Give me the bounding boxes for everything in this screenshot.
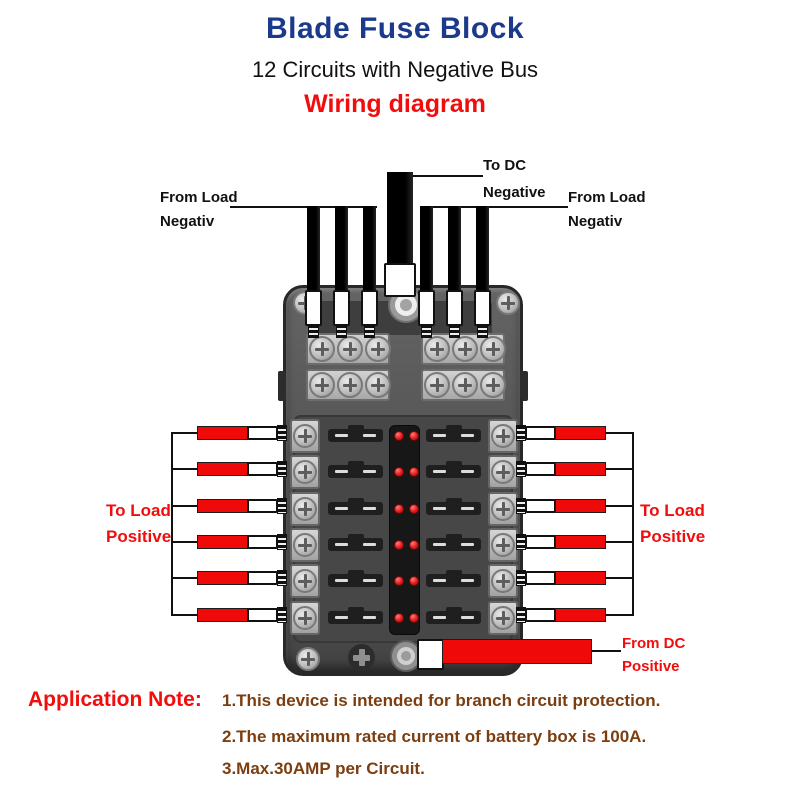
wiring-diagram-heading: Wiring diagram	[304, 90, 486, 118]
corner-screw-icon	[296, 647, 320, 671]
wire-crimp	[421, 324, 432, 338]
pointer-line-load	[605, 505, 633, 507]
led-indicator-icon	[394, 504, 404, 514]
pointer-line-load	[171, 577, 199, 579]
right-mount-tab	[520, 371, 528, 401]
blade-fuse-icon	[426, 465, 481, 478]
pointer-line-load	[605, 577, 633, 579]
terminal-screw-icon	[293, 606, 317, 630]
blade-fuse-icon	[426, 574, 481, 587]
pointer-line-load	[171, 468, 199, 470]
blade-fuse-icon	[426, 538, 481, 551]
bus-screw-icon	[480, 372, 506, 398]
wire-sleeve	[247, 571, 278, 585]
wire-sleeve	[247, 426, 278, 440]
positive-symbol-icon	[348, 644, 375, 671]
application-note-heading: Application Note:	[28, 688, 202, 711]
wire-crimp	[277, 425, 287, 441]
wire-sleeve	[525, 462, 556, 476]
wire-sleeve	[418, 290, 435, 326]
fuse-contact	[433, 616, 446, 619]
label-line: To DC	[483, 157, 527, 174]
terminal-screw-icon	[293, 460, 317, 484]
pointer-line-load	[605, 432, 633, 434]
wire-sleeve	[525, 535, 556, 549]
bus-screw-icon	[424, 372, 450, 398]
bus-screw-icon	[480, 336, 506, 362]
load-negative-wire	[335, 206, 348, 292]
pointer-line-load	[605, 468, 633, 470]
wire-sleeve	[361, 290, 378, 326]
fuse-contact	[335, 434, 348, 437]
pointer-line-top-right	[420, 206, 568, 208]
terminal-screw-icon	[293, 533, 317, 557]
wire-sleeve	[247, 499, 278, 513]
load-positive-wire	[555, 426, 606, 440]
label-line: Positive	[106, 527, 172, 546]
application-note-2: 2.The maximum rated current of battery box is 100A.	[222, 727, 647, 746]
terminal-screw-icon	[293, 497, 317, 521]
terminal-screw-icon	[491, 569, 515, 593]
fuse-contact	[461, 579, 474, 582]
terminal-screw-icon	[293, 569, 317, 593]
blade-fuse-icon	[426, 502, 481, 515]
fuse-contact	[335, 470, 348, 473]
blade-fuse-icon	[328, 465, 383, 478]
fuse-contact	[363, 543, 376, 546]
pointer-line-top-left	[230, 206, 377, 208]
led-indicator-icon	[409, 613, 419, 623]
load-negative-wire	[363, 206, 376, 292]
load-positive-wire	[197, 462, 248, 476]
fuse-contact	[363, 616, 376, 619]
pointer-line-load	[171, 614, 199, 616]
fuse-contact	[433, 579, 446, 582]
wire-crimp	[277, 607, 287, 623]
led-indicator-icon	[409, 576, 419, 586]
pointer-line-load	[605, 614, 633, 616]
fuse-contact	[461, 543, 474, 546]
blade-fuse-icon	[426, 611, 481, 624]
fuse-contact	[363, 507, 376, 510]
load-positive-wire	[197, 535, 248, 549]
label-to-load-positive-right	[640, 498, 705, 550]
led-indicator-icon	[394, 467, 404, 477]
bus-screw-icon	[424, 336, 450, 362]
bus-screw-icon	[309, 336, 335, 362]
fuse-contact	[335, 616, 348, 619]
wire-sleeve	[525, 571, 556, 585]
circuit-terminal	[290, 419, 320, 453]
label-line: Negative	[483, 184, 546, 201]
wire-crimp	[364, 324, 375, 338]
dc-negative-sleeve	[384, 263, 416, 297]
terminal-screw-icon	[293, 424, 317, 448]
wire-sleeve	[474, 290, 491, 326]
wire-sleeve	[525, 499, 556, 513]
wire-sleeve	[247, 462, 278, 476]
label-line: To Load	[106, 501, 171, 520]
pointer-line-load	[171, 505, 199, 507]
wire-crimp	[449, 324, 460, 338]
load-negative-wire	[476, 206, 489, 292]
pointer-line-load	[171, 432, 199, 434]
corner-screw-icon	[496, 291, 520, 315]
label-line: Positive	[622, 658, 680, 675]
pointer-line-load	[605, 541, 633, 543]
circuit-terminal	[290, 528, 320, 562]
load-positive-wire	[197, 608, 248, 622]
circuit-terminal	[488, 601, 518, 635]
fuse-contact	[335, 507, 348, 510]
stud-core	[400, 299, 412, 311]
label-to-dc-negative	[483, 152, 546, 206]
terminal-screw-icon	[491, 606, 515, 630]
negative-bus-strip	[306, 369, 390, 401]
terminal-screw-icon	[491, 533, 515, 557]
stud-core	[401, 651, 411, 661]
wire-crimp	[277, 461, 287, 477]
label-line: Negativ	[568, 213, 623, 230]
terminal-screw-icon	[491, 497, 515, 521]
circuit-terminal	[488, 564, 518, 598]
fuse-contact	[433, 543, 446, 546]
label-line: From Load	[568, 189, 646, 206]
load-positive-wire	[197, 571, 248, 585]
wire-crimp	[277, 534, 287, 550]
fuse-contact	[363, 579, 376, 582]
led-indicator-icon	[409, 431, 419, 441]
label-from-dc-positive	[622, 632, 685, 678]
fuse-block-body	[283, 285, 523, 676]
load-positive-wire	[555, 462, 606, 476]
application-note-1: 1.This device is intended for branch circuit protection.	[222, 691, 661, 710]
circuit-terminal	[488, 528, 518, 562]
load-positive-wire	[555, 499, 606, 513]
circuit-terminal	[488, 492, 518, 526]
negative-bus-strip	[421, 369, 505, 401]
wire-sleeve	[247, 608, 278, 622]
terminal-screw-icon	[491, 424, 515, 448]
dc-negative-wire	[387, 172, 413, 267]
wire-sleeve	[247, 535, 278, 549]
page-subtitle: 12 Circuits with Negative Bus	[251, 57, 539, 82]
page-title: Blade Fuse Block	[265, 12, 525, 45]
fuse-contact	[335, 579, 348, 582]
wire-crimp	[336, 324, 347, 338]
bus-screw-icon	[452, 372, 478, 398]
wire-sleeve	[525, 426, 556, 440]
fuse-contact	[433, 470, 446, 473]
fuse-contact	[433, 507, 446, 510]
fuse-contact	[363, 470, 376, 473]
led-indicator-icon	[409, 467, 419, 477]
bus-line-left	[171, 432, 173, 616]
fuse-contact	[461, 616, 474, 619]
fuse-contact	[433, 434, 446, 437]
label-from-load-negative-right	[568, 186, 646, 234]
circuit-terminal	[488, 419, 518, 453]
blade-fuse-icon	[426, 429, 481, 442]
load-positive-wire	[197, 426, 248, 440]
wire-sleeve	[333, 290, 350, 326]
led-indicator-icon	[409, 540, 419, 550]
circuit-terminal	[290, 601, 320, 635]
blade-fuse-icon	[328, 429, 383, 442]
bus-line-right	[632, 432, 634, 616]
fuse-contact	[461, 507, 474, 510]
dc-positive-sleeve	[417, 639, 444, 670]
blade-fuse-icon	[328, 574, 383, 587]
label-line: From DC	[622, 635, 686, 652]
left-mount-tab	[278, 371, 286, 401]
terminal-screw-icon	[491, 460, 515, 484]
wire-crimp	[308, 324, 319, 338]
fuse-contact	[461, 470, 474, 473]
negative-bus-strip	[421, 333, 505, 365]
led-indicator-icon	[394, 576, 404, 586]
wire-sleeve	[525, 608, 556, 622]
led-indicator-icon	[394, 613, 404, 623]
bus-screw-icon	[337, 336, 363, 362]
blade-fuse-icon	[328, 538, 383, 551]
application-note-3: 3.Max.30AMP per Circuit.	[222, 759, 425, 778]
led-indicator-icon	[394, 431, 404, 441]
circuit-terminal	[290, 492, 320, 526]
label-line: To Load	[640, 501, 705, 520]
wire-crimp	[277, 570, 287, 586]
load-positive-wire	[555, 608, 606, 622]
load-negative-wire	[307, 206, 320, 292]
load-negative-wire	[420, 206, 433, 292]
bus-screw-icon	[365, 336, 391, 362]
load-negative-wire	[448, 206, 461, 292]
bus-screw-icon	[365, 372, 391, 398]
bus-screw-icon	[337, 372, 363, 398]
fuse-contact	[335, 543, 348, 546]
wire-sleeve	[305, 290, 322, 326]
pointer-line-dc-negative	[413, 175, 483, 177]
blade-fuse-icon	[328, 502, 383, 515]
dc-positive-wire	[442, 639, 592, 664]
pointer-line-dc-positive	[591, 650, 621, 652]
wire-crimp	[477, 324, 488, 338]
bus-screw-icon	[452, 336, 478, 362]
label-from-load-negative-left	[160, 186, 238, 234]
load-positive-wire	[555, 571, 606, 585]
blade-fuse-icon	[328, 611, 383, 624]
label-line: Positive	[640, 527, 706, 546]
label-to-load-positive-left	[106, 498, 171, 550]
led-strip	[389, 425, 420, 635]
bus-screw-icon	[309, 372, 335, 398]
load-positive-wire	[555, 535, 606, 549]
circuit-terminal	[290, 455, 320, 489]
wire-crimp	[277, 498, 287, 514]
fuse-contact	[363, 434, 376, 437]
label-line: Negativ	[160, 213, 215, 230]
pointer-line-load	[171, 541, 199, 543]
led-indicator-icon	[394, 540, 404, 550]
circuit-terminal	[290, 564, 320, 598]
wire-sleeve	[446, 290, 463, 326]
load-positive-wire	[197, 499, 248, 513]
fuse-contact	[461, 434, 474, 437]
led-indicator-icon	[409, 504, 419, 514]
label-line: From Load	[160, 189, 238, 206]
circuit-terminal	[488, 455, 518, 489]
